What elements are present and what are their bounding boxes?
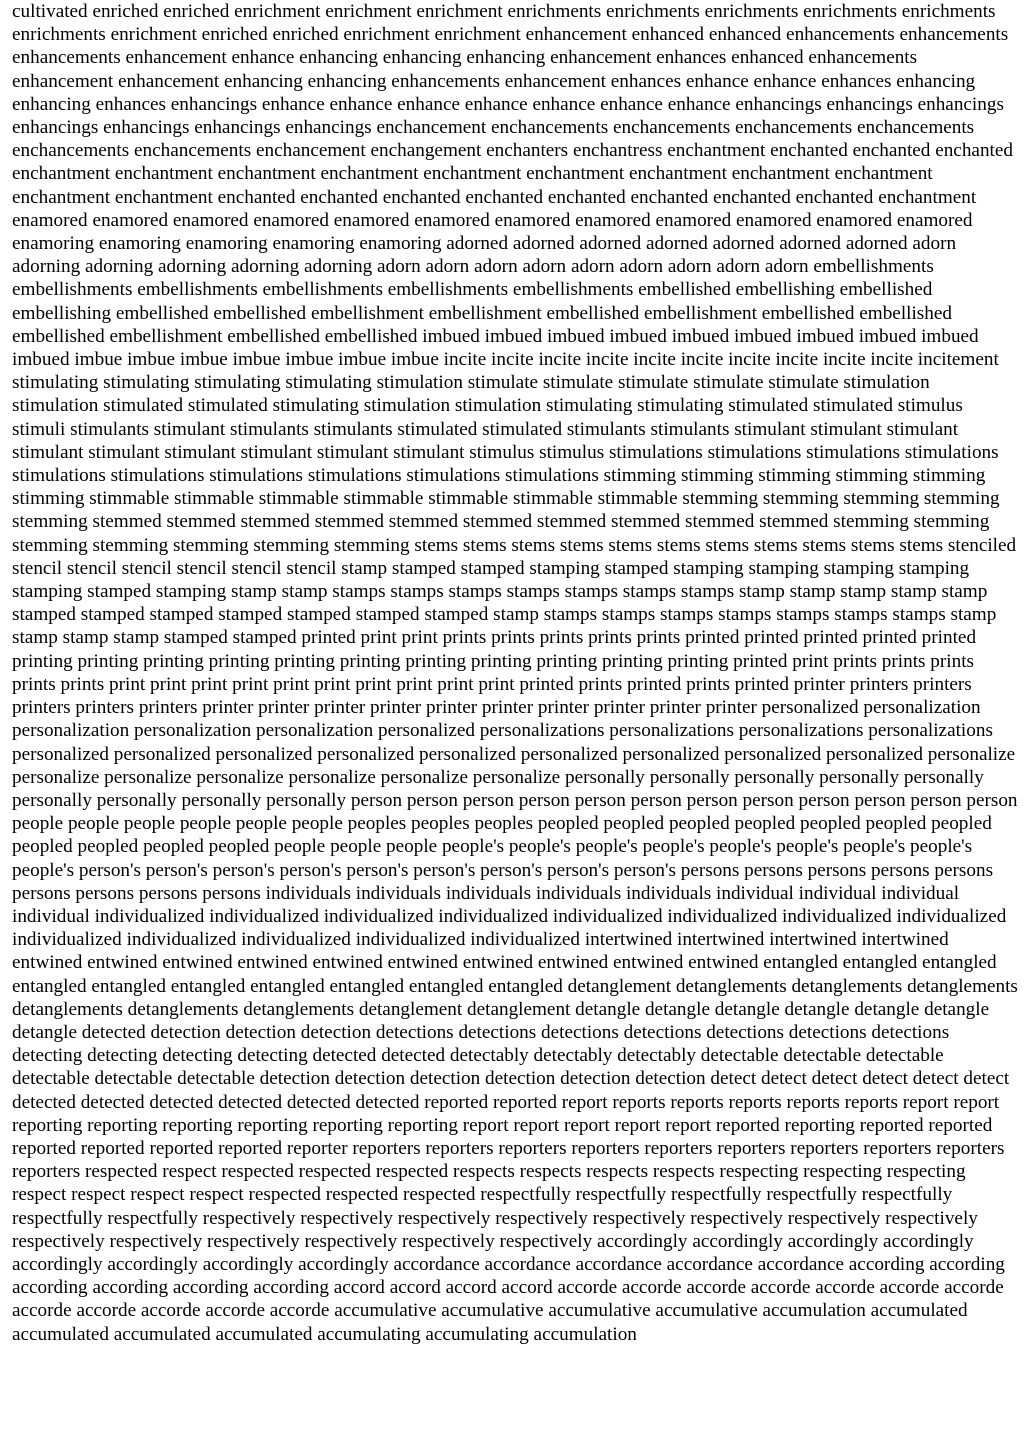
word-list-paragraph: cultivated enriched enriched enrichment enrichment enrichment enrichments enrichments enrichments enrichments enrichments enrichments enrichment enriched enriched enrichment enrichment enhancement enhanced enhanced enhancements enhancements enhancements enhancement enhance enhancing enhancing enhancing enhancement enhances enhanced enhancements enhancement enhancement enhancing enhancing enhancements enhancement enhances enhance enhance enhances enhancing enhancing enhances enhancings enhance enhance enhance enhance enhance enhance enhance enhancings enhancings enhancings enhancings enhancings enhancings enhancings enchancement enchancements enchancements enchancements enchancements enchancements enchancements enchancement enchangement enchanters enchantress enchantment enchanted enchanted enchanted enchantment enchantment enchantment enchantment enchantment enchantment enchantment enchantment enchantment enchantment enchantment enchanted enchanted enchanted enchanted enchanted enchanted enchanted enchanted enchantment enamored enamored enamored enamored enamored enamored enamored enamored enamored enamored enamored enamored enamoring enamoring enamoring enamoring enamoring adorned adorned adorned adorned adorned adorned adorned adorn adorning adorning adorning adorning adorning adorn adorn adorn adorn adorn adorn adorn adorn adorn embellishments embellishments embellishments embellishments embellishments embellishments embellished embellishing embellished embellishing embellished embellished embellishment embellishment embellished embellishment embellished embellished embellished embellishment embellished embellished imbued imbued imbued imbued imbued imbued imbued imbued imbued imbued imbue imbue imbue imbue imbue imbue imbue incite incite incite incite incite incite incite incite incite incite incitement stimulating stimulating stimulating stimulating stimulation stimulate stimulate stimulate stimulate stimulate stimulation stimulation stimulated stimulated stimulating stimulation stimulation stimulating stimulating stimulated stimulated stimulus stimuli stimulants stimulant stimulants stimulants stimulated stimulated stimulants stimulants stimulant stimulant stimulant stimulant stimulant stimulant stimulant stimulant stimulant stimulus stimulus stimulations stimulations stimulations stimulations stimulations stimulations stimulations stimulations stimulations stimulations stimming stimming stimming stimming stimming stimming stimmable stimmable stimmable stimmable stimmable stimmable stimmable stemming stemming stemming stemming stemming stemmed stemmed stemmed stemmed stemmed stemmed stemmed stemmed stemmed stemmed stemming stemming stemming stemming stemming stemming stemming stems stems stems stems stems stems stems stems stems stems stems stenciled stencil stencil stencil stencil stencil stencil stamp stamped stamped stamping stamped stamping stamping stamping stamping stamping stamped stamping stamp stamp stamps stamps stamps stamps stamps stamps stamps stamp stamp stamp stamp stamp stamped stamped stamped stamped stamped stamped stamped stamp stamps stamps stamps stamps stamps stamps stamps stamp stamp stamp stamp stamped stamped printed print print prints prints prints prints prints printed printed printed printed printed printing printing printing printing printing printing printing printing printing printing printing printed print prints prints prints prints prints print print print print print print print print print print printed prints printed prints printed printer printers printers printers printers printers printer printer printer printer printer printer printer printer printer printer personalized personalization personalization personalization personalization personalized personalizations personalizations personalizations personalizations personalized personalized personalized personalized personalized personalized personalized personalized personalized personalize personalize personalize personalize personalize personalize personalize personally personally personally personally personally personally personally personally personally person person person person person person person person person person person person people people people people people people peoples peoples peoples peopled peopled peopled peopled peopled peopled peopled peopled peopled peopled peopled people people people people's people's people's people's people's people's people's people's people's person's person's person's person's person's person's person's person's person's persons persons persons persons persons persons persons persons persons individuals individuals individuals individuals individuals individual individual individual individual individualized individualized individualized individualized individualized individualized individualized individualized individualized individualized individualized individualized individualized intertwined intertwined intertwined intertwined entwined entwined entwined entwined entwined entwined entwined entwined entwined entwined entangled entangled entangled entangled entangled entangled entangled entangled entangled entangled detanglement detanglements detanglements detanglements detanglements detanglements detanglements detanglement detanglement detangle detangle detangle detangle detangle detangle detangle detected detection detection detection detections detections detections detections detections detections detections detecting detecting detecting detecting detected detected detectably detectably detectably detectable detectable detectable detectable detectable detectable detection detection detection detection detection detection detect detect detect detect detect detect detected detected detected detected detected detected reported reported report reports reports reports reports reports report report reporting reporting reporting reporting reporting reporting report report report report report reported reporting reported reported reported reported reported reported reporter reporters reporters reporters reporters reporters reporters reporters reporters reporters reporters respected respect respected respected respected respects respects respects respects respecting respecting respecting respect respect respect respect respected respected respected respectfully respectfully respectfully respectfully respectfully respectfully respectfully respectively respectively respectively respectively respectively respectively respectively respectively respectively respectively respectively respectively respectively respectively accordingly accordingly accordingly accordingly accordingly accordingly accordingly accordingly accordance accordance accordance accordance accordance according according according according according according accord accord accord accord accorde accorde accorde accorde accorde accorde accorde accorde accorde accorde accorde accorde accumulative accumulative accumulative accumulative accumulation accumulated accumulated accumulated accumulated accumulating accumulating accumulation xyxy=(12,1,1018,1345)
